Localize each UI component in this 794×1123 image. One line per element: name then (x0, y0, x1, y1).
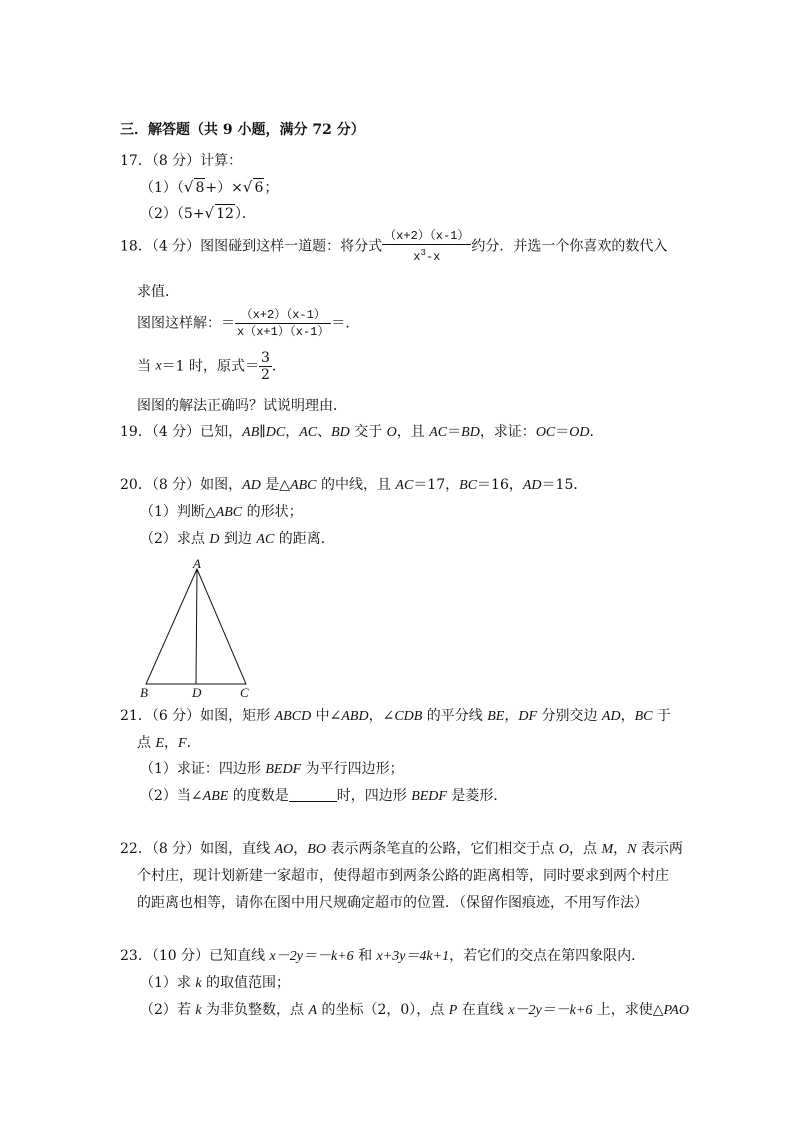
q17-p1-mid: +）× (205, 180, 243, 196)
label-a: A (193, 556, 201, 571)
q23-p1-a: （1）求 (140, 975, 196, 991)
q21-line2 (137, 734, 201, 753)
q23-line (120, 947, 645, 966)
q18-fraction (382, 228, 471, 265)
point-e: E (155, 736, 165, 751)
q21-p1-b: 为平行四边形； (301, 761, 404, 777)
q19-c5: ，求证： (479, 424, 536, 440)
q21-p2-b: 的度数是 (228, 788, 289, 804)
q19-eq1: ＝ (447, 424, 462, 440)
q18-ask: 图图的解法正确吗？试说明理由． (137, 398, 347, 414)
equation-1: x－2y＝－k+6 (508, 1003, 593, 1018)
q19-c1: ， (285, 424, 300, 440)
q21-h: 于 (652, 708, 671, 724)
seg-bd: BD (331, 425, 350, 440)
q21-d: 的平分线 (422, 708, 488, 724)
q20-b: 是△ (260, 477, 291, 493)
tri-abc: ABC (215, 505, 243, 520)
q22-f: 表示两 (636, 841, 683, 857)
q17-p1-radicand1: 8 (195, 180, 205, 196)
q18-stem-a: 18．（4 分）图图碰到这样一道题：将分式 (120, 238, 383, 255)
q19-c2: 、 (317, 424, 332, 440)
q18-stem-c: 求值． (137, 284, 179, 300)
q18-when-b: ＝1 时，原式＝ (161, 358, 260, 375)
line-bo: BO (307, 842, 326, 857)
q20-p2-c: 的距离． (274, 531, 335, 547)
var-x: x (155, 358, 162, 374)
q18-frac-den (382, 245, 471, 265)
q17-part1 (140, 178, 278, 197)
quad-bedf: BEDF (411, 789, 447, 804)
q21-part2 (140, 787, 507, 806)
q21-a: 21．（6 分）如图，矩形 (120, 708, 275, 724)
q18-when-line (137, 350, 286, 383)
q18-sol-num: （x+2）（x-1） (235, 307, 331, 324)
q23-p2-b: 为非负整数，点 (201, 1002, 309, 1018)
seg-od: OD (569, 425, 590, 440)
q21-b: 中∠ (311, 708, 342, 724)
q17-p1-end: ； (264, 180, 279, 196)
q22-d: ，点 (569, 841, 602, 857)
sqrt-sign: √ (242, 178, 253, 196)
q22-line2: 个村庄，现计划新建一家超市，使得超市到两条公路的距离相等，同时要求到两个村庄 (137, 868, 669, 884)
answer-blank[interactable] (289, 787, 337, 802)
seg-ac: AC (429, 425, 448, 440)
tri-pao: PAO (663, 1003, 689, 1018)
q19-eq2: ＝ (555, 424, 570, 440)
point-f: F (178, 736, 187, 751)
q18-den-rest: -x (425, 250, 441, 264)
q21-f: 分别交边 (537, 708, 602, 724)
quad-bedf: BEDF (265, 762, 302, 777)
q21-l2-c: ． (186, 735, 201, 751)
label-b: B (140, 685, 148, 700)
q18-sol-a: 图图这样解：＝ (137, 315, 235, 332)
q18-stem-line (120, 228, 667, 265)
seg-ac: AC (395, 478, 414, 493)
q20-c: 的中线，且 (316, 477, 396, 493)
median-ad (196, 569, 197, 684)
q18-when-den: 2 (261, 367, 270, 383)
q23-b: 和 (353, 948, 377, 964)
q20-p2-a: （2）求点 (140, 531, 210, 547)
parallel-symbol: ∥ (259, 424, 266, 440)
q22-c: 表示两条笔直的公路，它们相交于点 (325, 841, 559, 857)
point-d: D (209, 532, 220, 547)
point-m: M (601, 842, 614, 857)
q20-f: ＝15． (541, 477, 588, 493)
q18-when-num: 3 (261, 350, 270, 366)
rect-abcd: ABCD (274, 709, 312, 724)
q21-line1 (120, 707, 671, 726)
line-ao: AO (274, 842, 294, 857)
q21-part1 (140, 760, 404, 779)
q18-when-end: ． (271, 358, 286, 375)
q20-part1 (140, 503, 303, 522)
sqrt-sign: √ (204, 204, 215, 222)
q21-l2-b: ， (164, 735, 179, 751)
q21-l2-a: 点 (137, 735, 156, 751)
q17-p2-pre: （2）（5+ (140, 206, 205, 222)
q23-p2-c: 的坐标（2，0），点 (317, 1002, 449, 1018)
q23-part1 (140, 974, 290, 993)
seg-ad: AD (601, 709, 621, 724)
q18-sol-den: x（x+1）（x-1） (237, 325, 330, 339)
q23-p1-b: 的取值范围； (201, 975, 291, 991)
q22-line1 (120, 840, 683, 859)
sqrt-sign: √ (183, 178, 194, 196)
seg-ad: AD (522, 478, 542, 493)
seg-ab: AB (242, 425, 260, 440)
q18-den-exp: 3 (420, 248, 426, 258)
q20-a: 20．（8 分）如图， (120, 477, 243, 493)
seg-ac: AC (299, 425, 318, 440)
point-o: O (386, 425, 397, 440)
q23-part2 (140, 1001, 689, 1020)
seg-ad: AD (242, 478, 261, 493)
q20-p1-a: （1）判断△ (140, 504, 216, 520)
q23-p2-d: 在直线 (457, 1002, 509, 1018)
angle-cdb: CDB (394, 709, 423, 724)
q18-frac-num: （x+2）（x-1） (384, 229, 470, 243)
q18-solution-line (137, 307, 359, 340)
seg-df: DF (518, 709, 538, 724)
seg-bc: BC (634, 709, 653, 724)
label-c: C (240, 685, 249, 700)
q20-p1-b: 的形状； (242, 504, 303, 520)
q19-end: ． (589, 424, 604, 440)
seg-dc: DC (265, 425, 286, 440)
q20-p2-b: 到边 (219, 531, 257, 547)
q23-p2-a: （2）若 (140, 1002, 196, 1018)
q19-line (120, 423, 604, 442)
q22-a: 22．（8 分）如图，直线 (120, 841, 275, 857)
q18-sol-fraction (235, 307, 331, 340)
angle-abe: ABE (202, 789, 229, 804)
q21-p2-a: （2）当∠ (140, 788, 203, 804)
var-k: k (195, 976, 202, 991)
point-a: A (308, 1003, 318, 1018)
seg-be: BE (487, 709, 505, 724)
q21-p2-c: 时，四边形 (336, 788, 412, 804)
q22-e: ， (613, 841, 628, 857)
q18-stem-b: 约分．并选一个你喜欢的数代入 (471, 238, 668, 255)
q19-a: 19．（4 分）已知， (120, 424, 243, 440)
equation-2: x+3y＝4k+1 (376, 949, 450, 964)
q20-d: ＝17， (413, 477, 460, 493)
q18-sol-b: ＝． (331, 315, 360, 332)
q21-p2-d: 是菱形． (446, 788, 508, 804)
q20-part2 (140, 530, 335, 549)
q18-den-x: x (413, 250, 421, 264)
q17-p1-radicand2: 6 (254, 180, 264, 196)
q21-e: ， (504, 708, 519, 724)
q19-c4: ，且 (396, 424, 430, 440)
q17-p1-pre: （1）（ (140, 180, 184, 196)
seg-oc: OC (535, 425, 556, 440)
q17-p2-radicand: 12 (216, 206, 234, 222)
q20-line (120, 476, 587, 495)
angle-abd: ABD (341, 709, 369, 724)
equation-1: x－2y＝－k+6 (269, 949, 354, 964)
seg-ac: AC (256, 532, 275, 547)
q18-when-a: 当 (137, 358, 156, 375)
q22-line3: 的距离也相等，请你在图中用尺规确定超市的位置．（保留作图痕迹，不用写作法） (137, 895, 648, 911)
q17-stem: 17．（8 分）计算： (120, 153, 243, 169)
q19-c3: 交于 (349, 424, 387, 440)
q23-a: 23．（10 分）已知直线 (120, 948, 270, 964)
q17-part2 (140, 204, 256, 223)
q22-b: ， (293, 841, 308, 857)
q20-e: ＝16， (477, 477, 523, 493)
seg-bd: BD (461, 425, 480, 440)
q21-p1-a: （1）求证：四边形 (140, 761, 266, 777)
seg-bc: BC (459, 478, 478, 493)
q23-c: ，若它们的交点在第四象限内． (449, 948, 646, 964)
q21-g: ， (620, 708, 635, 724)
q23-p2-e: 上，求使△ (592, 1002, 664, 1018)
point-p: P (448, 1003, 458, 1018)
point-o: O (558, 842, 569, 857)
label-d: D (192, 685, 202, 700)
point-n: N (627, 842, 637, 857)
q21-c: ，∠ (368, 708, 395, 724)
tri-abc: ABC (290, 478, 317, 493)
var-k: k (195, 1003, 202, 1018)
q17-p2-end: ）． (234, 206, 256, 222)
triangle-figure (136, 556, 256, 700)
section-title: 三．解答题（共 9 小题，满分 72 分） (120, 122, 365, 138)
q18-when-fraction (259, 350, 272, 383)
